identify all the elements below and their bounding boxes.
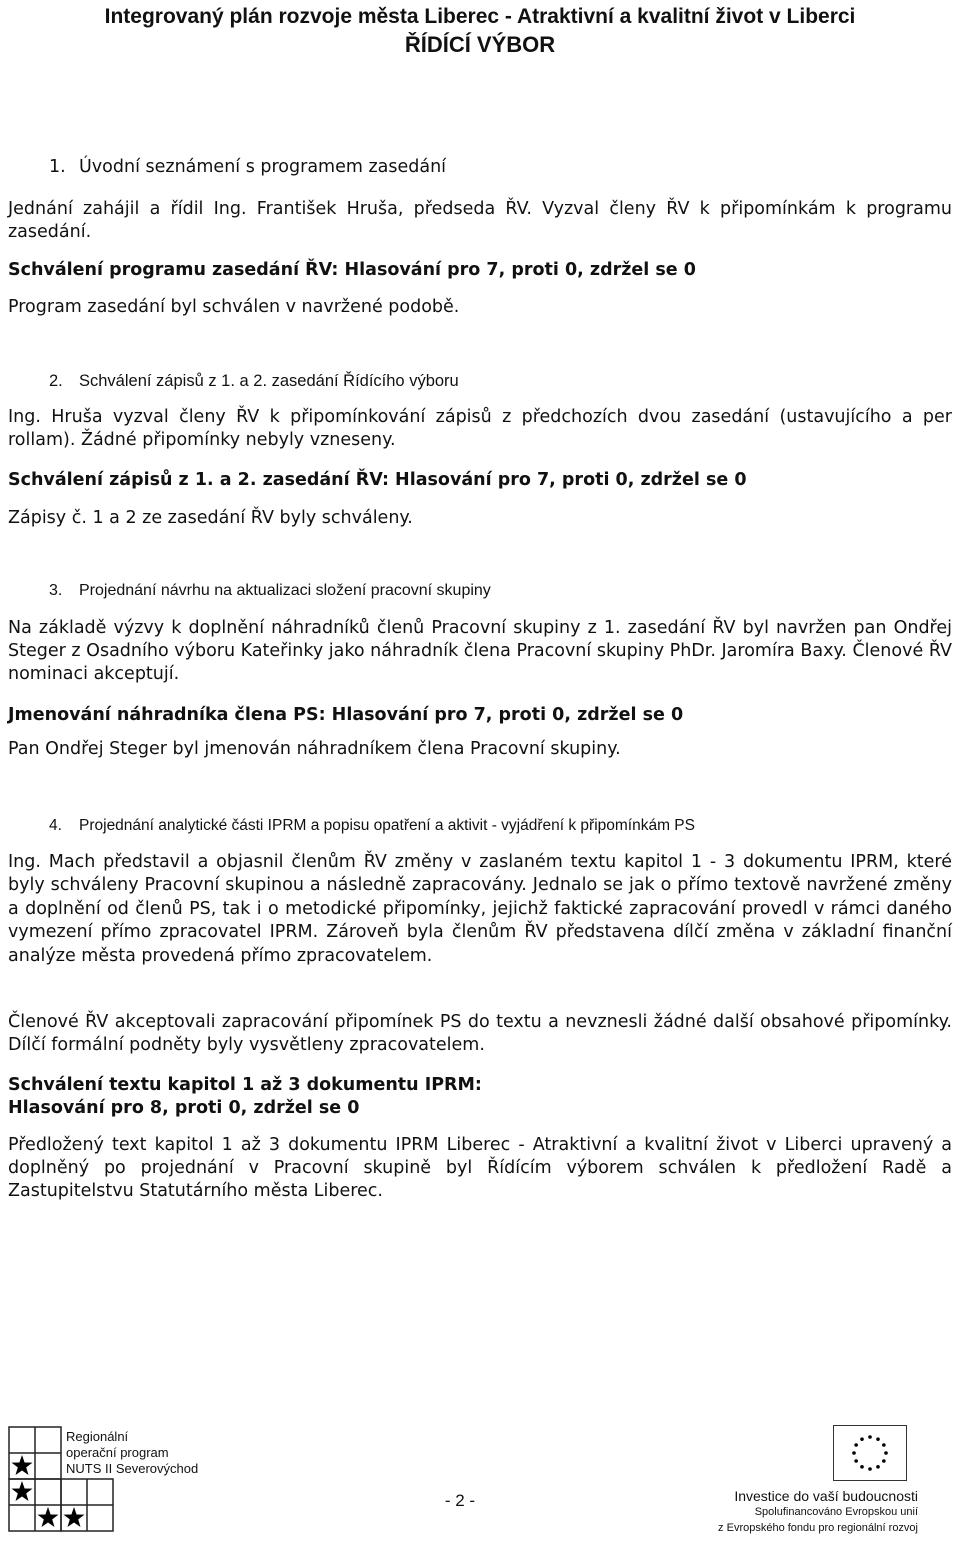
section-4-vote-result: Hlasování pro 8, proti 0, zdržel se 0 (8, 1098, 360, 1118)
section-number: 3. (49, 582, 63, 599)
rop-line-3: NUTS II Severovýchod (66, 1461, 199, 1476)
section-1-intro: Jednání zahájil a řídil Ing. František Hruša, předseda ŘV. Vyzval členy ŘV k připomínkám k programu zasedání. (8, 199, 952, 242)
section-number: 2. (49, 372, 63, 390)
rop-line-1: Regionální (66, 1429, 129, 1444)
section-title: Úvodní seznámení s programem zasedání (79, 157, 447, 177)
eu-cofinancing-text (718, 1488, 918, 1536)
section-4-intro: Ing. Mach představil a objasnil členům ŘV změny v zaslaném textu kapitol 1 - 3 dokumentu IPRM, které byly schváleny Pracovní skupinou a následně zapracovány. Jednalo se jak o přímo textově navržené změny a doplnění od členů PS, tak i o metodické připomínky, jejichž faktické zapracování provedl v rámci daného vymezení přímo zpracovatel IPRM. Zároveň byla členům ŘV představena dílčí změna v základní finanční analýze města provedená přímo zpracovatelem. (8, 852, 952, 966)
page-number: - 2 - (444, 1491, 476, 1510)
eu-star (854, 1459, 858, 1463)
section-4-intro-2: Členové ŘV akceptovali zapracování připomínek PS do textu a nevznesli žádné další obsahové připomínky. Dílčí formální podněty byly vysvětleny zpracovatelem. (8, 1012, 952, 1055)
section-4-vote: Schválení textu kapitol 1 až 3 dokumentu IPRM: (8, 1075, 482, 1095)
eu-star (876, 1437, 880, 1441)
eu-line-2: Spolufinancováno Evropskou unií (754, 1506, 918, 1518)
eu-star (882, 1443, 886, 1447)
eu-star (852, 1451, 856, 1455)
section-1-heading (49, 156, 446, 178)
section-2-result: Zápisy č. 1 a 2 ze zasedání ŘV byly schváleny. (8, 508, 413, 528)
eu-star (876, 1465, 880, 1469)
section-number: 1. (49, 157, 66, 177)
document-title: Integrovaný plán rozvoje města Liberec - Atraktivní a kvalitní život v Liberci (104, 5, 856, 28)
section-title: Schválení zápisů z 1. a 2. zasedání Řídícího výboru (79, 372, 459, 390)
eu-star (860, 1465, 864, 1469)
section-title: Projednání návrhu na aktualizaci složení pracovní skupiny (79, 582, 491, 599)
eu-star (868, 1435, 872, 1439)
eu-star (860, 1437, 864, 1441)
section-3-heading (49, 580, 491, 602)
section-title: Projednání analytické části IPRM a popisu opatření a aktivit - vyjádření k připomínkám PS (79, 817, 695, 834)
section-number: 4. (49, 817, 62, 834)
eu-star (868, 1467, 872, 1471)
section-4-result: Předložený text kapitol 1 až 3 dokumentu IPRM Liberec - Atraktivní a kvalitní život v Liberci upravený a doplněný po projednání v Pracovní skupině byl Řídícím výborem schválen k předložení Radě a Zastupitelstvu Statutárního města Liberec. (8, 1135, 952, 1201)
section-3-intro: Na základě výzvy k doplnění náhradníků členů Pracovní skupiny z 1. zasedání ŘV byl navržen pan Ondřej Steger z Osadního výboru Kateřinky jako náhradník člena Pracovní skupiny PhDr. Jaromíra Baxy. Členové ŘV nominaci akceptují. (8, 618, 952, 684)
section-3-result: Pan Ondřej Steger byl jmenován náhradníkem člena Pracovní skupiny. (8, 739, 621, 759)
section-1-vote: Schválení programu zasedání ŘV: Hlasování pro 7, proti 0, zdržel se 0 (8, 260, 696, 280)
rop-logo (8, 1423, 258, 1535)
document-subtitle: ŘÍDÍCÍ VÝBOR (404, 32, 556, 57)
eu-star (884, 1451, 888, 1455)
section-2-vote: Schválení zápisů z 1. a 2. zasedání ŘV: Hlasování pro 7, proti 0, zdržel se 0 (8, 470, 747, 490)
eu-star (854, 1443, 858, 1447)
section-2-intro: Ing. Hruša vyzval členy ŘV k připomínkování zápisů z předchozích dvou zasedání (ustavujícího a per rollam). Žádné připomínky nebyly vzneseny. (8, 407, 952, 450)
section-3-vote: Jmenování náhradníka člena PS: Hlasování pro 7, proti 0, zdržel se 0 (8, 705, 684, 725)
rop-line-2: operační program (66, 1445, 169, 1460)
section-2-heading (49, 370, 459, 392)
eu-star (882, 1459, 886, 1463)
eu-line-3: z Evropského fondu pro regionální rozvoj (718, 1522, 918, 1534)
section-4-heading (49, 815, 695, 837)
eu-line-1: Investice do vaší budoucnosti (734, 1488, 918, 1504)
section-1-result: Program zasedání byl schválen v navržené podobě. (8, 297, 460, 317)
eu-flag-icon (833, 1425, 907, 1481)
rop-logo-text (66, 1429, 198, 1477)
